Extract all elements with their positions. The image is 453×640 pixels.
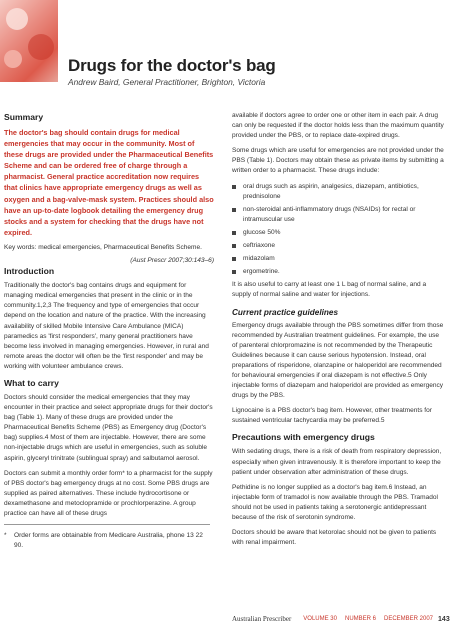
left-column <box>4 112 214 551</box>
decorative-pill-image <box>0 0 58 82</box>
keywords: Key words: medical emergencies, Pharmaceutical Benefits Scheme. <box>4 243 202 251</box>
volume-label: VOLUME 30 <box>303 616 337 622</box>
footnote <box>4 524 210 551</box>
right-paragraph-2: Some drugs which are useful for emergencies are not provided under the PBS (Table 1). Doctors may obtain these as private items by submitting a written order to a pharmacist. These drugs include: <box>232 147 444 175</box>
introduction-heading: Introduction <box>4 266 55 277</box>
bullet-square-icon <box>232 185 236 189</box>
journal-name: Australian Prescriber <box>232 615 292 623</box>
guidelines-heading: Current practice guidelines <box>232 307 339 317</box>
precautions-paragraph-1: With sedating drugs, there is a risk of death from respiratory depression, especially when given intravenously. It is therefore important to keep the patient under observation after administration of these drugs. <box>232 448 442 476</box>
right-paragraph-1: available if doctors agree to order one or other item in each pair. A drug can only be requested if the doctor holds less than the maximum quantity provided under the PBS, or to replace date-expired drugs. <box>232 112 444 140</box>
page-footer <box>232 612 448 626</box>
article-byline: Andrew Baird, General Practitioner, Brighton, Victoria <box>68 77 266 87</box>
bullet-square-icon <box>232 244 236 248</box>
summary-text: The doctor's bag should contain drugs for medical emergencies that may occur in the community. Most of these drugs are provided under the Pharmaceutical Benefits Scheme and can be ordered free of charge through a pharmacist. General practice accreditation now requires that clinics have appropriate emergency drugs as well as oxygen and a bag-valve-mask system. Practices should also have an up-to-date logbook detailing the emergency drug stocks and a system for checking that the drugs have not expired. <box>4 128 214 237</box>
bullet-square-icon <box>232 257 236 261</box>
bullet-square-icon <box>232 208 236 212</box>
precautions-paragraph-2: Pethidine is no longer supplied as a doctor's bag item.6 Instead, an injectable form of tramadol is now available through the PBS. Tramadol should not be used in patients taking a serotonergic antidepressant because of the risk of serotonin syndrome. <box>232 483 438 521</box>
footnote-text: Order forms are obtainable from Medicare Australia, phone 13 22 90. <box>14 532 203 550</box>
drug-list <box>232 182 444 278</box>
what-to-carry-paragraph-1: Doctors should consider the medical emergencies that they may encounter in their practice and select appropriate drugs for their doctor's bag (Table 1). Many of these drugs are provided under the Pharmaceutical Benefits Scheme (PBS) as Emergency drug (Doctor's bag) supplies.4 Most of them are injectable. However, there are some non-injectable drugs which are useful in emergencies, such as soluble aspirin, glyceryl trinitrate (sublingual spray) and salbutamol aerosol. <box>4 393 213 462</box>
summary-heading: Summary <box>4 112 44 122</box>
right-column <box>232 111 444 553</box>
introduction-paragraph: Traditionally the doctor's bag contains drugs and equipment for managing medical emergencies that present in the clinic or in the community.1,2,3 The frequency and type of emergencies that occur depend on the location and nature of the practice. With the increasing availability of skilled Mobile Intensive Care Ambulance (MICA) paramedics as 'first responders', many general practitioners have become less involved in managing emergencies. However, in rural and remote areas the doctor will often be the 'first responder' and may be working with volunteer ambulance crews. <box>4 282 209 370</box>
list-item: non-steroidal anti-inflammatory drugs (NSAIDs) for rectal or intramuscular use <box>232 205 444 225</box>
list-item: ergometrine. <box>232 267 444 277</box>
right-paragraph-3: It is also useful to carry at least one 1 L bag of normal saline, and a supply of normal saline and water for injections. <box>232 281 427 299</box>
precautions-paragraph-3: Doctors should be aware that ketorolac should not be given to patients with renal impairment. <box>232 529 437 547</box>
list-item: oral drugs such as aspirin, analgesics, diazepam, antibiotics, prednisolone <box>232 182 444 202</box>
what-to-carry-paragraph-2: Doctors can submit a monthly order form* to a pharmacist for the supply of PBS doctor's bag emergency drugs at no cost. Some PBS drugs are supplied as paired alternatives. These include hydrocortisone or dexamethasone and metoclopramide or prochlorperazine. A group practice can have all of these drugs <box>4 469 213 517</box>
list-item: midazolam <box>232 254 444 264</box>
precautions-heading: Precautions with emergency drugs <box>232 432 375 443</box>
list-item: ceftriaxone <box>232 241 444 251</box>
what-to-carry-heading: What to carry <box>4 377 59 388</box>
article-title: Drugs for the doctor's bag <box>68 56 276 75</box>
page-number: 143 <box>438 615 450 623</box>
guidelines-paragraph-1: Emergency drugs available through the PBS sometimes differ from those recommended by Australian treatment guidelines. For example, the use of parenteral chlorpromazine is not recommended by the Therapeutic Guidelines because it can cause serious hypotension. Instead, oral preparations of risperidone, olanzapine or haloperidol are recommended for behavioural emergencies if oral diazepam is not effective.5 Only injectable forms of diazepam and haloperidol are provided as emergency drugs by the PBS. <box>232 321 444 400</box>
citation: (Aust Prescr 2007;30:143–6) <box>130 257 214 265</box>
date-label: DECEMBER 2007 <box>384 616 434 622</box>
list-item: glucose 50% <box>232 228 444 238</box>
guidelines-paragraph-2: Lignocaine is a PBS doctor's bag item. However, other treatments for sustained ventricular tachycardia may be preferred.5 <box>232 407 432 425</box>
number-label: NUMBER 6 <box>344 616 376 622</box>
bullet-square-icon <box>232 270 236 274</box>
bullet-square-icon <box>232 231 236 235</box>
footnote-mark: * <box>4 532 7 540</box>
